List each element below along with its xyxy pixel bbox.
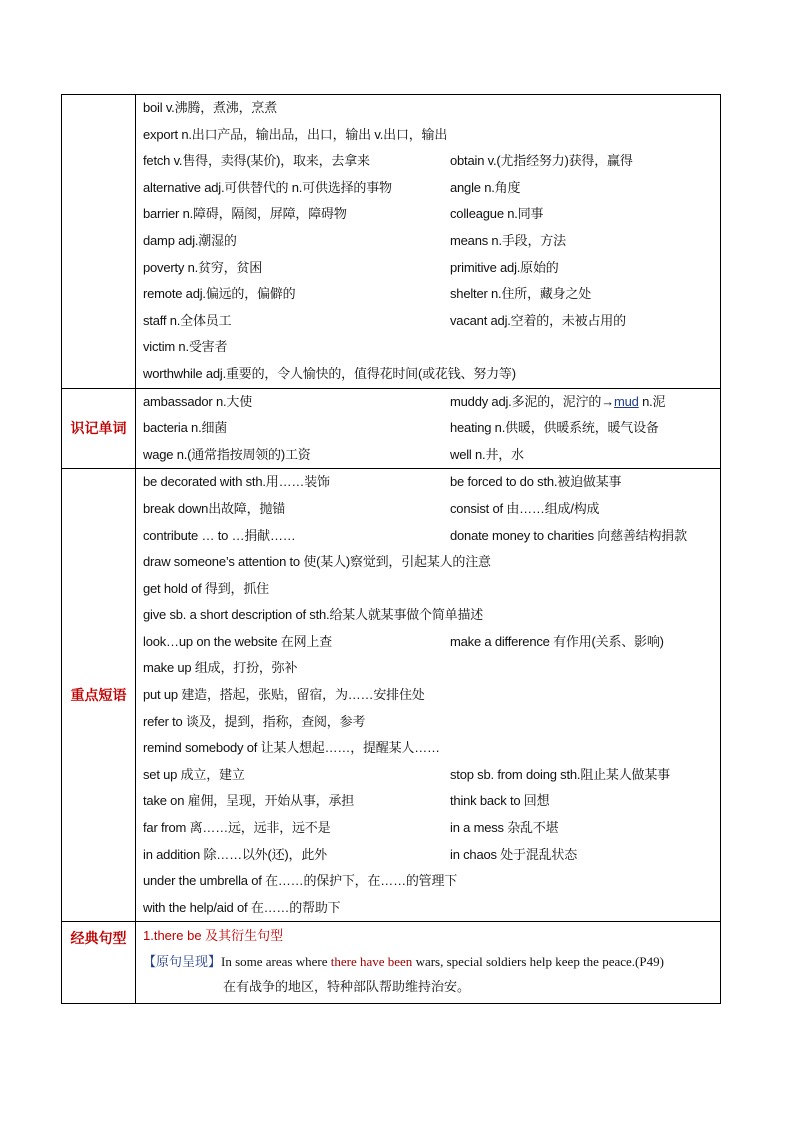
section-content <box>136 95 721 389</box>
word-row <box>143 228 716 255</box>
section-label: 识记单词 <box>62 388 136 469</box>
word-entry: break down出故障，抛锚 <box>143 500 286 516</box>
word-row <box>143 255 716 282</box>
section-memorize-words <box>62 388 721 469</box>
section-label: 经典句型 <box>62 922 136 1004</box>
word-entry: alternative adj.可供替代的 n.可供选择的事物 <box>143 179 392 195</box>
word-entry: muddy adj.多泥的，泥泞的→mud n.泥 <box>450 393 666 409</box>
sentence-pattern-title: 1.there be 及其衍生句型 <box>143 928 284 944</box>
word-entry: colleague n.同事 <box>450 206 544 222</box>
word-entry: take on 雇佣，呈现，开始从事，承担 <box>143 793 355 809</box>
word-entry: refer to 谈及，提到，指称，查阅，参考 <box>143 713 366 729</box>
word-entry: draw someone’s attention to 使(某人)察觉到，引起某人的注意 <box>143 554 491 570</box>
word-entry: in addition 除……以外(还)，此外 <box>143 846 327 862</box>
word-entry: boil v.沸腾，煮沸，烹煮 <box>143 100 277 115</box>
word-row <box>143 762 716 789</box>
original-sentence: 【原句呈现】In some areas where there have been wars, special soldiers help keep the peace.(P49) <box>143 954 664 971</box>
section-content <box>136 922 721 1004</box>
word-row <box>143 523 716 550</box>
word-entry: victim n.受害者 <box>143 339 228 355</box>
word-entry: remote adj.偏远的，偏僻的 <box>143 286 296 302</box>
word-entry: with the help/aid of 在……的帮助下 <box>143 899 341 915</box>
word-entry: angle n.角度 <box>450 179 521 195</box>
word-entry: consist of 由……组成/构成 <box>450 500 600 516</box>
word-row <box>143 496 716 523</box>
word-row <box>143 389 716 416</box>
word-entry: obtain v.(尤指经努力)获得，赢得 <box>450 153 633 169</box>
word-entry: under the umbrella of 在……的保护下，在……的管理下 <box>143 873 458 889</box>
word-entry: think back to 回想 <box>450 793 550 809</box>
word-entry: look…up on the website 在网上查 <box>143 633 332 649</box>
sentence-translation: 在有战争的地区，特种部队帮助维持治安。 <box>223 980 471 996</box>
word-entry: remind somebody of 让某人想起……，提醒某人…… <box>143 740 440 756</box>
word-row <box>143 815 716 842</box>
word-entry: be decorated with sth.用……装饰 <box>143 474 330 490</box>
word-entry: barrier n.障碍，隔阂，屏障，障碍物 <box>143 206 347 222</box>
word-entry: put up 建造，搭起，张贴，留宿，为……安排住处 <box>143 687 425 703</box>
word-row <box>143 148 716 175</box>
word-row <box>143 709 716 736</box>
word-entry: primitive adj.原始的 <box>450 259 559 275</box>
section-words-1 <box>62 95 721 389</box>
word-row <box>143 95 716 122</box>
word-entry: staff n.全体员工 <box>143 312 232 328</box>
word-entry: contribute … to …捐献…… <box>143 527 296 543</box>
word-entry: heating n.供暖，供暖系统，暖气设备 <box>450 420 659 436</box>
word-entry: export n.出口产品，输出品，出口，输出 v.出口，输出 <box>143 126 448 142</box>
word-row <box>143 122 716 149</box>
word-entry: means n.手段，方法 <box>450 232 566 248</box>
section-key-phrases <box>62 469 721 922</box>
word-entry: donate money to charities 向慈善结构捐款 <box>450 527 687 543</box>
word-entry: shelter n.住所，藏身之处 <box>450 286 592 302</box>
word-entry: wage n.(通常指按周领的)工资 <box>143 446 311 462</box>
word-row <box>143 549 716 576</box>
word-entry: give sb. a short description of sth.给某人就某事做个简单描述 <box>143 607 484 623</box>
highlight-phrase: there have been <box>330 954 413 970</box>
word-row <box>143 576 716 603</box>
word-row <box>143 842 716 869</box>
word-entry: in a mess 杂乱不堪 <box>450 820 559 836</box>
word-entry: make up 组成，打扮，弥补 <box>143 660 298 676</box>
word-row <box>143 682 716 709</box>
word-row <box>143 361 716 388</box>
section-content <box>136 469 721 922</box>
word-entry: stop sb. from doing sth.阻止某人做某事 <box>450 766 670 782</box>
word-entry: damp adj.潮湿的 <box>143 232 237 248</box>
word-entry: far from 离……远，远非，远不是 <box>143 820 331 836</box>
word-link: mud <box>614 393 639 409</box>
section-classic-sentences <box>62 922 721 1004</box>
word-row <box>143 281 716 308</box>
word-entry: make a difference 有作用(关系、影响) <box>450 633 664 649</box>
word-row <box>143 602 716 629</box>
word-row <box>143 415 716 442</box>
word-row <box>143 655 716 682</box>
section-label-empty <box>62 95 136 389</box>
word-entry: fetch v.售得，卖得(某价)，取来，去拿来 <box>143 153 370 169</box>
section-content <box>136 388 721 469</box>
word-row <box>143 442 716 469</box>
word-entry: get hold of 得到，抓住 <box>143 580 269 596</box>
vocabulary-table <box>61 94 721 1004</box>
word-row <box>143 175 716 202</box>
word-entry: well n.井，水 <box>450 446 524 462</box>
word-row <box>143 735 716 762</box>
word-entry: be forced to do sth.被迫做某事 <box>450 474 622 490</box>
word-entry: poverty n.贫穷，贫困 <box>143 259 263 275</box>
word-entry: bacteria n.细菌 <box>143 420 228 436</box>
word-entry: worthwhile adj.重要的，令人愉快的，值得花时间(或花钱、努力等) <box>143 365 516 381</box>
word-entry: set up 成立，建立 <box>143 766 245 782</box>
word-row <box>143 201 716 228</box>
word-row <box>143 868 716 895</box>
word-row <box>143 469 716 496</box>
word-row <box>143 308 716 335</box>
word-row <box>143 334 716 361</box>
section-label: 重点短语 <box>62 469 136 922</box>
word-row <box>143 788 716 815</box>
word-entry: in chaos 处于混乱状态 <box>450 846 578 862</box>
word-entry: vacant adj.空着的，未被占用的 <box>450 312 626 328</box>
word-row <box>143 629 716 656</box>
word-row <box>143 895 716 922</box>
word-entry: ambassador n.大使 <box>143 393 252 409</box>
